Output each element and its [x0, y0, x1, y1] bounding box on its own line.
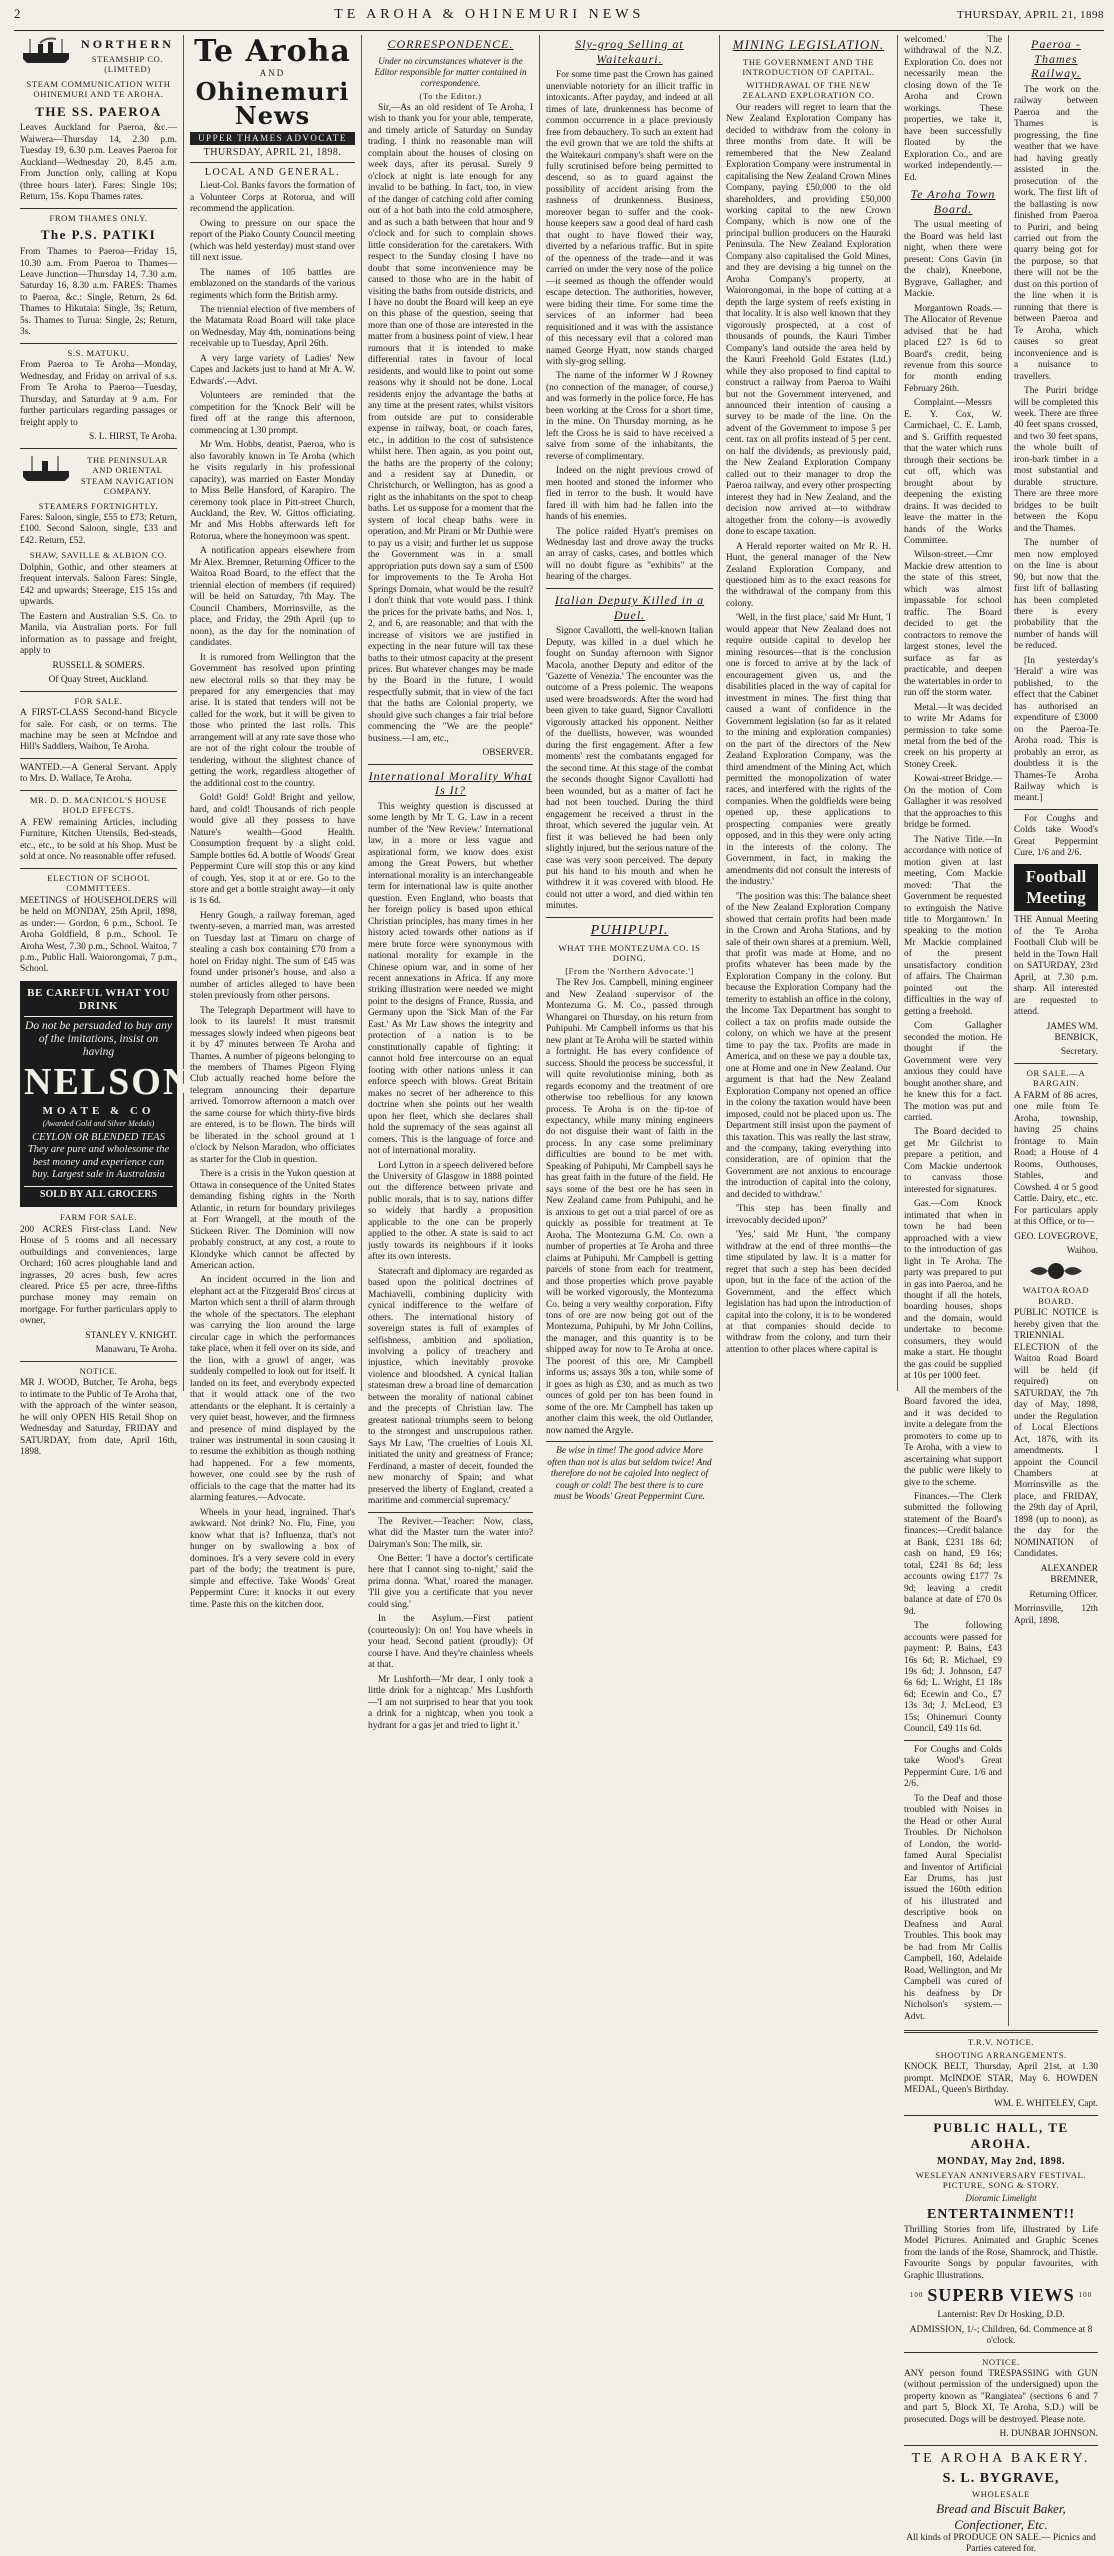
cough-ad-2: For Coughs and Colds take Wood's Great Peppermint Cure. 1/6 and 2/6. [1014, 813, 1098, 859]
thames-heading: FROM THAMES ONLY. [49, 212, 148, 223]
town-para: Morgantown Roads.—The Allocator of Revenue advised that he had placed £27 1s 6d to Board's credit, being revenue from this source for month ending February 26th. [904, 303, 1002, 394]
column-1 [14, 35, 193, 1458]
farm-address: Manawaru, Te Aroha. [95, 1345, 177, 1356]
notice-heading: NOTICE. [79, 1365, 118, 1376]
to-editor: (To the Editor.) [419, 90, 482, 101]
town-board-heading: Te Aroha Town Board. [910, 187, 996, 216]
nsc-subtitle: STEAMSHIP CO. (LIMITED) [91, 53, 164, 75]
farm-heading: FARM FOR SALE. [60, 1212, 137, 1223]
election-notice: MEETINGS of HOUSEHOLDERS will be held on MONDAY, 25th April, 1898, as under:— Gordon, 6 p.m., School. Te Aroha Goldfield, 8 p.m., School. Te Aroha West, 7.30 p.m., School. Waitoa, 7 p.m., Public Hall. Waiorongomai, 7 p.m., School. [20, 895, 177, 975]
bygrave-name: S. L. BYGRAVE, [942, 2470, 1060, 2486]
election-heading: ELECTION OF SCHOOL COMMITTEES. [47, 872, 150, 894]
waitoa-heading: WAITOA ROAD BOARD. [1022, 1285, 1090, 1306]
farm-ad: 200 ACRES First-class Land. New House of 5 rooms and all necessary outbuildings and conveniences, large Orchard; 160 acres ploughable land and ingrasses, 20 acres bush, few acres cleared. Price £5 per acre, three-fifths purchase money may remain on mortgage. For further particulars apply to owner, [20, 1224, 177, 1327]
town-para: The usual meeting of the Board was held last night, when there were present: Cons Gavin (in the chair), Kneebone, Bygrave, Gallagher, and Mackie. [904, 220, 1002, 300]
hall-entertainment: ENTERTAINMENT!! [926, 2206, 1076, 2222]
grog-para: For some time past the Crown has gained unenviable notoriety for an illicit traffic in intoxicants. After payday, and indeed at all times of late, drunkenness has become of common occurrence in a place previously free from debauchery. To such an extent had the evil grown that we are told the shifts at the Waitekauri company's shaft were on the fully scrutinised before being permitted to descend, so as to guard against the possibility of accident arising from the rashness of drunkenness. Business, moreover began to suffer and the cook-house keepers saw a good deal of hard cash that ought to have flowed their way, diverted by a nefarious traffic. But in spite of the openness of the trade—and it was carried on under the very nose of the police—it seemed as though the offender would escape detection. The authorities, however, were biding their time. For some time the services of an informer had been requisitioned and it was with the assistance of this necessary evil that a colored man named George Hyatt, now stands charged with sly-grog selling. [546, 70, 713, 367]
trv-sign: WM. E. WHITELEY, Capt. [993, 2099, 1098, 2110]
column-6 [898, 35, 1104, 2555]
patiki-schedule: From Thames to Paeroa—Friday 15, 10.30 a.m. From Paeroa to Thames—Leave Junction—Thursday 14, 7.30 a.m. Saturday 16, 8.30 a.m. FARES: Thames to Paeroa, &c.: Single, Return, 2s 6d. Thames to Hikutaia: Single, 3s; Return, 5s. Thames to Turua: Single, 2s; Return, 3s. [20, 247, 177, 338]
running-head [14, 6, 1104, 31]
letter-signature: OBSERVER. [482, 748, 533, 759]
masthead-title-a: Te Aroha [194, 34, 351, 69]
puhipupi-sub: WHAT THE MONTEZUMA CO. IS DOING. [558, 942, 701, 964]
morality-para: Lord Lytton in a speech delivered before the University of Glasgow in 1888 pointed out the difference between private and public morals, that is to say, nations differ so widely that hardly a proposition applicable to the one can be properly applied to the other. A state is said to act justly towards its neighbours if it looks after its own interests. [368, 1160, 533, 1263]
football-notice: THE Annual Meeting of the Te Aroha Football Club will be held in the Town Hall on SATURDAY, 23rd April, at 7.30 p.m. sharp. All interested are requested to attend. [1014, 915, 1098, 1018]
masthead [190, 34, 355, 163]
local-para: It is rumored from Wellington that the Government has resolved upon printing new electoral rolls so that they may be prepared for any emergencies that may arise. It is stated that tenders will not be called for the work, but it will be given to those who printed the last rolls. This arrangement will at any rate save those who are not of the right colour the trouble of tendering, without the slightest chance of getting the work, regardless altogether of the additional cost to the country. [190, 652, 355, 789]
morality-heading: International Morality What Is It? [368, 768, 533, 798]
superb-views [904, 2285, 1098, 2307]
trv-text: KNOCK BELT, Thursday, April 21st, at 1.30 prompt. McINDOE STAR, May 6. HOWDEN MEDAL, Queen's Birthday. [904, 2062, 1098, 2095]
admission: ADMISSION, 1/-; Children, 6d. Commence at 8 o'clock. [909, 2324, 1093, 2347]
cough-verse: Be wise in time! The good advice More often than not is alas but seldom twice! And therefore do not be cajoled Into neglect of cough or cold! The best there is to cure must be Woods' Great Peppermint Cure. [547, 1446, 712, 1502]
paeroa-heading: THE SS. PAEROA [35, 103, 162, 119]
puhipupi-para: The Rev Jos. Campbell, mining engineer and New Zealand supervisor of the Montezuma G. M. Co., passed through Whangarei on Thursday, on his return from Puhipuhi. Mr Campbell informs us that his new plant at Te Aroha will be started within a fortnight. He has every confidence of success. Should the process be successful, it will quite revolutionise mining, both as regards economy and the treatment of ore otherwise too rebellious for any known process. Te Aroha is on the tip-toe of expectancy, while many mining engineers do not disguise their want of faith in the process. In any case some preliminary difficulties are bound to be met with. Speaking of Puhipuhi, Mr Campbell says he has great faith in the future of the field. He says some of the best ore he has seen in New Zealand came from Puhipuhi, and he is anxious to get out a trial parcel of ore as quickly as possible for treatment at Te Aroha. The Montezuma G.M. Co. own a number of properties at Te Aroha and three claims at Puhipuhi. Mr Campbell is getting parcels of stone from each for treatment, and those properties which prove payable will be worked vigorously, the Montezuma Co. being a very wealthy corporation. Fifty tons of ore are now being got out of the Montezuma, Puhipuhi, by Mr John Collins, the manager, and this quantity is to be shipped away for now to Te Aroha at once. The poorest of this ore, Mr Campbell informs us, assays 30s a ton, while some of it goes as high as £30, and as much as two ounces of gold per ton has been found in some of the ore. Mr Campbell has taken up another claim this week, the old Outlander, now named the Argyle. [546, 978, 713, 1436]
po-header [20, 453, 177, 499]
nelson-sold: SOLD BY ALL GROCERS [24, 1186, 173, 1201]
bargain-heading: OR SALE.—A BARGAIN. [1026, 1067, 1086, 1089]
morality-para: Statecraft and diplomacy are regarded as based upon the political doctrines of Machiavelli, combining duplicity with cynical indifference to the welfare of others. The international history of sovereign states is full of examples of selfishness, ambition and spoliation, involving a policy of treachery and injustice, which inevitably provoke violence and bloodshed. A cynical Italian statesman drew a broad line of demarcation between the morality of national cabinet and the precepts of Christian law. The greatest national triumphs seem to belong to the strongest and unscrupulous rather. Says Mr Law, 'The cruelties of Louis XI. initiated the unity and greatness of France; Ferdinand, a master of deceit, founded the new monarchy of Spain; and what preserved the liberty of England, created a maritime and commercial supremacy.' [368, 1266, 533, 1507]
sale-heading: FOR SALE. [74, 695, 123, 706]
waitoa-notice: PUBLIC NOTICE is hereby given that the TRIENNIAL ELECTION of the Waitoa Road Board will be held (if required) on SATURDAY, the 7th day of May, 1898, under the Regulation of Local Elections Act, 1876, with its amendments. I appoint the Council Chambers at Morrinsville as the place, and FRIDAY, the 29th day of April, 1898 (up to noon), as the day for the NOMINATION of Candidates. [1014, 1308, 1098, 1560]
nsc-title: NORTHERN [81, 37, 174, 51]
column-2 [184, 34, 362, 1610]
local-para: The names of 105 battles are emblazoned on the standards of the various regiments which form the British army. [190, 267, 355, 301]
local-para: A notification appears elsewhere from Mr Alex. Bremner, Returning Officer to the Waitoa Road Board, to the effect that the triennial election of members (if required) will be held on Saturday, 7th May. The Council Chambers, Morrinsville, as the place, and Friday, the 29th April (up to noon), as the day for the nomination of candidates. [190, 546, 355, 649]
local-para: Lieut-Col. Banks favors the formation of a Volunteer Corps at Rotorua, and will recommend the application. [190, 181, 355, 215]
shaw-heading: SHAW, SAVILLE & ALBION CO. [29, 550, 168, 561]
matuku-agent: S. L. HIRST, Te Aroha. [88, 432, 177, 443]
local-para: Mr Wm. Hobbs, dentist, Paeroa, who is also favorably known in Te Aroha (which he visits regularly in his professional capacity), was married on Easter Monday to Miss Belle Hansford, of Karapiro. The ceremony took place in Pitt-street Church, Auckland, the Rev. W. Gittos officiating. Mr and Mrs Hobbs afterwards left for Rotorua, where the honeymoon was spent. [190, 440, 355, 542]
trespass-notice: ANY person found TRESPASSING with GUN (without permission of the undersigned) upon the property known as "Rangiatea" (sections 6 and 7 and part 5, Block XI, Te Aroha, S.D.) will be prosecuted. Dogs will be destroyed. Please note. [904, 2369, 1098, 2425]
nsc-ad-header [20, 35, 177, 77]
grog-para: The police raided Hyatt's premises on Wednesday last and drove away the trucks an array of casks, cases, and bottles which will no doubt figure as "exhibits" at the hearing of the charges. [546, 526, 713, 583]
deaf-ad: To the Deaf and those troubled with Noises in the Head or other Aural Troubles. Dr Nicholson of London, the world-famed Aural Specialist and Inventor of Artificial Ear Drums, has just issued the 160th edition of his illustrated and descriptive book on Deafness and Aural Troubles. This book may be had from Mr Collis Campbell, 160, Adelaide Road, Wellington, and Mr Campbell was cured of his deafness by Dr Nicholson's system.—Advt. [904, 1793, 1002, 2022]
town-para: Finances.—The Clerk submitted the following statement of the Board's finances:—Credit balance at Bank, £231 18s 6d; cash on hand, £9 16s; total, £241 8s 6d; less accounts owing £177 7s 9d; leaving a credit balance at date of £70 0s 9d. [904, 1491, 1002, 1617]
butcher-notice: MR J. WOOD, Butcher, Te Aroha, begs to intimate to the Public of Te Aroha that, with the approach of the winter season, he will only OPEN HIS Retail Shop on Wednesday and Saturday, FRIDAY and SATURDAY, from date, April 16th, 1898. [20, 1378, 177, 1458]
letter-para: Sir,—As an old resident of Te Aroha, I wish to thank you for your able, temperate, and timely article of Saturday on Sunday trading. I think no reasonable man will complain about the houses of closing on week days, after its perusal. Surely 9 o'clock at night is late enough for any invalid to be bathing. In fact, too, in view of the danger of catching cold after coming out of a hot bath into the cold atmosphere, and as such a bath between that hour and 9 o'clock and for such to complain shows little consideration for the caretakers. With respect to the Sunday closing I have no doubt that some inconvenience may be caused to those who are in the habit of visiting the baths from outside districts, and I have no doubt the Board will keep an eye on this phase of the question, seeing that more than one of those are interested in the matter from a business point of view. I hear rumours that it is intended to make differential rates in favour of local residents, and would like to point out some reasons why it should not be done. Local residents enjoy the advantage the baths at any time at the present rates, whilst visitors from outside are put to considerable expense in railway, boat, or coach fares, etc., in addition to the cost of subsistence whilst here. Then again, as you point out, the baths are the property of the colony; and a resident say at Dunedin, or Christchurch, or Wellington, has as good a right as the inhabitants on the spot to cheap baths. Let us suppose for a moment that the system of local cheap baths were in operation, and Mr Pirani or Mr Duthie were to pay us a visit; and further let us suppose the Government was in a small appropriation puts down say a sum of £500 for improvements to the Te Aroha Hot Springs Domain, what would be the result? I don't think that vote would pass. I think the prices for the private baths, and Nos. 1, 2, and 6, are reasonable; and that with the increase of visitors we are justified in expecting in the near future will tax these baths to their utmost capacity at the present prices. But whatever changes may be made by the Board in the future, I would respectfully submit, that in view of the fact that the baths are Colonial property, we should give such changes a fair trial before commencing the "We are the people" business.—I am, etc., [368, 103, 533, 744]
bargain-address: Waihou. [1066, 1245, 1098, 1256]
column-4 [540, 35, 720, 1502]
wholesale: WHOLESALE [972, 2488, 1030, 2499]
local-para: Henry Gough, a railway foreman, aged twenty-seven, a married man, was arrested on Tuesday last at Timaru on charge of stealing a cash box containing £70 from a hotel on Friday night. The sum of £45 was found under prisoner's house, and also a number of articles alleged to have been stolen previously from other persons. [190, 910, 355, 1002]
local-para: Wheels in your head, ingrained. That's awkward. Not drink? No. Flu, Fine, you know what that is? Influenza, that's not hunger on by swallowing a box of dominoes. It's a very severe cold in every part of the body; the treatment is pure, simple and effective. Take Woods' Great Peppermint Cure: it knocks it out every time. Paste this on the kitchen door. [190, 1507, 355, 1610]
patiki-heading: The P.S. PATIKI [40, 227, 157, 243]
bargain-sign: GEO. LOVEGROVE, [1014, 1231, 1098, 1242]
railway-para: [In yesterday's 'Herald' a wire was published, to the effect that the Cabinet has authorised an expenditure of £3000 on the Paeroa-Te Aroha road. This is probably an error, as doubtless it is the Thames-Te Aroha Railway which is meant.] [1014, 655, 1098, 804]
joke-para: The Reviver.—Teacher: Now, class, what did the Master turn the water into? Dairyman's Son: The milk, sir. [368, 1516, 533, 1550]
local-para: Volunteers are reminded that the competition for the 'Knock Belt' will be fired off at the range this afternoon, commencing at 1.30 prompt. [190, 391, 355, 436]
football-role: Secretary. [1060, 1047, 1098, 1058]
macnicol-heading: MR. D. D. MACNICOL'S HOUSE HOLD EFFECTS. [29, 794, 168, 816]
masthead-title-b: Ohinemuri News [195, 76, 350, 130]
masthead-date: THURSDAY, APRIL 21, 1898. [203, 146, 342, 158]
po-heading: STEAMERS FORTNIGHTLY. [38, 500, 159, 511]
correspondence-heading: CORRESPONDENCE. [387, 37, 514, 51]
mining-sub-1: THE GOVERNMENT AND THE INTRODUCTION OF CAPITAL. [742, 56, 875, 78]
nelson-warning: Do not be persuaded to buy any of the imitations, insist on having [25, 1019, 172, 1059]
local-para: Owing to pressure on our space the report of the Piako County Council meeting (which was held yesterday) must stand over till next issue. [190, 218, 355, 264]
joke-para: One Better: 'I have a doctor's certificate here that I cannot sing to-night,' said the prima donna. 'What,' roared the manager. 'I'll give you a certificate that you never could sing.' [368, 1553, 533, 1610]
mining-para: A Herald reporter waited on Mr R. H. Hunt, the general manager of the New Zealand Exploration Company, and questioned him as to the exact reasons for the withdrawal of the company from this colony. [726, 541, 891, 609]
matuku-heading: S.S. MATUKU. [67, 347, 130, 358]
town-para: All the members of the Board favored the idea, and it was decided to invite a delegate from the promoters to come up to Te Aroha, with a view to ascertaining what support the public were likely to give to the scheme. [904, 1385, 1002, 1488]
mining-para: 'Well, in the first place,' said Mr Hunt, 'I would appear that New Zealand does not require outside capital to develop her mining resources—that is the conclusion one is forced to arrive at by the lack of encouragement given us, and the disabilities placed in the way of capital for investment in mines. The first thing that caused a want of confidence in the Government legislation (so far as it related to the mining and exploration companies) on the part of the directors of the New Zealand Exploration Company, was the third amendment of the Mining Act, which permitted the monopolization of water races, and interfered with the rights of the companies. When the goldfields were being opened up, these applications to prospecting companies were greatly opposed, and in this they were only acting in the interests of the colony. The Government, in fact, in making the amendments did not consult the interests of the industry.' [726, 613, 891, 888]
nelson-tea-ad [20, 981, 193, 1207]
mining-sub-2: WITHDRAWAL OF THE NEW ZEALAND EXPLORATION CO. [742, 79, 875, 101]
duel-heading: Italian Deputy Killed in a Duel. [554, 592, 705, 622]
col6-right [1008, 35, 1098, 2026]
railway-para: The work on the railway between Paeroa and the Thames is progressing, the fine weather that we have had having greatly assisted in the prosecution of the work. The first lift of the ballasting is now finished from Paeroa to Puriri, and being carried out from the quarry being got for the purpose, so that there will not be the dust on this portion of the line when it is running that there is between Paeroa and Te Aroha, which causes so great inconvenience and is a nuisance to travellers. [1014, 84, 1098, 382]
bakery-footer: All kinds of PRODUCE ON SALE.— Picnics and Parties catered for. [906, 2532, 1096, 2555]
matuku-schedule: From Paeroa to Te Aroha—Monday, Wednesday, and Friday on arrival of s.s. From Te Aroha to Paeroa—Tuesday, Thursday, and Saturday at 9 a.m. For further particulars regarding passages or freight apply to [20, 360, 177, 428]
town-para: Gas.—Com Knock intimated that when in town he had been approached with a view to the introduction of gas light in Te Aroha. The party was prepared to put in gas into Paeroa, and he thought if all the hotels, boarding houses, shops and the domain, would undertake to become consumers, they would make a start. He thought the gas could be supplied at 10s per 1000 feet. [904, 1199, 1002, 1382]
football-secretary: JAMES WM. BENBICK, [1046, 1021, 1098, 1043]
mining-para: 'The position was this: The balance sheet of the New Zealand Exploration Company showed that certain profits had been made in the Crown and Aroha Stations, and by sale of their own shares at a premium. Well, that profit was made at Home, and no profits whatever has been made by the Exploration Company in the colony. But because the Exploration Company had the temerity to establish an office in the colony, the Income Tax Department has sought to collect a tax on profits made outside the colony, on which we have at the present time to pay the tax. Profits are made in America, and on these we pay a double tax, one at Home and one in New Zealand. Our argument is that had the New Zealand Exploration Company not opened an office in the colony the taxation would have been imposed, could not be placed upon us. The Department still insist upon the payment of this taxation. This was really the last straw, and the company, taking everything into consideration, are of opinion that the Government are not anxious to encourage the introduction of capital into the colony, and decided to withdraw.' [726, 891, 891, 1200]
joke-para: In the Asylum.—First patient (courteously): On on! You have wheels in your head. Second patient (proudly): Of course I have. And they're chainless wheels at that. [368, 1614, 533, 1671]
waitoa-date: Morrinsville, 12th April, 1898. [1014, 1604, 1098, 1626]
waitoa-role: Returning Officer. [1029, 1589, 1098, 1600]
coat-of-arms-icon [1026, 1261, 1086, 1281]
shaw-text: Dolphin, Gothic, and other steamers at frequent intervals. Saloon Fares: Single, £42 and upwards; Steerage, £15 15s and upwards. [20, 562, 177, 608]
mining-para: Our readers will regret to learn that the New Zealand Exploration Company has decided to withdraw from the colony in three months from date. It will be remembered that the New Zealand Exploration Company were instrumental in capitalising the New Zealand Crown Mines Company, paying £50,000 to the old shareholders, and providing £50,000 working capital to the new Crown Company, which is now one of the principal bullion producers on the Hauraki Peninsula. The New Zealand Exploration Company also capitalised the Gold Mines, and they are devising a big tunnel on the Aroha Company's property, at Waiorongomai, in the hope of cutting at a depth the large system of reefs existing in that locality. It is also well known that they vigorously prospected, at a cost of thousands of pounds, the Kauri Timber Company's land outside the area held by the Kauri Freehold Gold Estates (Ltd.) while they also proposed to find capital to construct a railway from Paeroa to Waihi but not the Government intervened, and announced their intention of causing a survey to be made of the line. On the advent of the Government to impose 5 per cent. tax on all profits instead of 5 per cent. on half the dividends, as previously paid, the New Zealand Exploration Company called out to their manager to drop the Paeroa railway, and every other prospecting interest they had in New Zealand, and the decision now arrived at—to withdraw altogether from the colony—is avowedly done to escape taxation. [726, 102, 891, 538]
hall-date: MONDAY, May 2nd, 1898. [936, 2155, 1066, 2167]
mining-continued: welcomed.' The withdrawal of the N.Z. Exploration Co. does not necessarily mean the closing down of the Te Aroha and Crown workings. These properties, we take it, have been successfully floated by the Exploration Co., and are worked independently.—Ed. [904, 35, 1002, 183]
columns [14, 34, 1104, 2555]
town-para: Complaint.—Messrs E. Y. Cox, W. Carmichael, C. E. Lamb, and S. Griffith requested that the water which runs through their sections be cut off, which was brought about by deepening the existing drains. It was decided to leave the matter in the hands of the Works Committee. [904, 398, 1002, 546]
town-para: The Native Title.—In accordance with notice of motion given at last meeting, Com Mackie moved: 'That the Government be requested to extinguish the Native title to Morgantown.' In speaking to the motion Mr Mackie complained of the present unsatisfactory condition of affairs. The Chairman pointed out the difficulties in the way of getting a freehold. [904, 834, 1002, 1017]
railway-para: The number of men now employed on the line is about 90, but now that the first lift of ballasting has been completed there is every probability that the number of hands will be reduced. [1014, 538, 1098, 652]
nsc-line: STEAM COMMUNICATION WITH OHINEMURI AND TE AROHA. [26, 78, 171, 100]
steamship-icon [20, 453, 74, 483]
hall-sub: WESLEYAN ANNIVERSARY FESTIVAL. PICTURE, SONG & STORY. [915, 2169, 1087, 2191]
hall-dioramic: Dioramic Limelight [965, 2192, 1037, 2203]
duel-para: Signor Cavallotti, the well-known Italian Deputy, was killed in a duel which he fought on Sunday afternoon with Signor Macola, another Deputy and editor of the 'Gazette of Venezia.' The encounter was the outcome of a Press polemic. The weapons used were broadswords. After the word had been given to take guard, Signor Cavallotti vigorously attacked his opponent. Neither of the duellists, however, was wounded during the first engagement. After a few moments' rest the combatants engaged for the second time. At this stage of the combat the seconds thought Signor Cavallotti had been wounded, but as a matter of fact he had not been touched. During the third engagement he received a thrust in the throat, which severed the jugular vein. At first it was believed he had been only slightly injured, but the serious nature of the case was very soon perceived. The deputy put his hand to his mouth and when he withdrew it it was covered with blood. He could not utter a word, and died within ten minutes. [546, 626, 713, 912]
superb-count: 100 [909, 2291, 924, 2300]
po-fares: Fares: Saloon, single, £55 to £73; Return, £100. Second Saloon, single, £33 and £42. Return, £52. [20, 512, 177, 546]
waitoa-sign: ALEXANDER BREMNER, [1040, 1563, 1098, 1586]
col6-top [904, 35, 1098, 2026]
bicycle-ad: A FIRST-CLASS Second-hand Bicycle for sale. For cash, or on terms. The machine may be seen at McIndoe and Hill's Saddlers, Waihou, Te Aroha. [20, 708, 177, 753]
shipping-agent-sub: Of Quay Street, Auckland. [48, 675, 149, 686]
town-para: Metal.—It was decided to write Mr Adams for permission to take some metal from the bed of the creek on his property at Stoney Creek. [904, 702, 1002, 770]
trv-heading: T.R.V. NOTICE. [967, 2037, 1035, 2048]
baker-description: Bread and Biscuit Baker, Confectioner, Etc. [936, 2501, 1066, 2533]
local-para: An incident occurred in the lion and elephant act at the Fitzgerald Bros' circus at Marton which sent a thrill of alarm through the whole of the spectators. The elephant was carrying the lion around the large circular cage in which the performances take place, when it fell over on its side, and the lion, with a growl of anger, was suddenly compelled to look out for itself. It landed on its feet, and everybody expected that it would attack one of the two attendants or the elephant. It is certainly a very quiet beast, however, and the firmness and presence of mind displayed by the trainer was instrumental in soon causing it to resume the exhibition as though nothing had happened. For a few moments, however, one could see by the rush of officials to the cage that the matter had its alarming features.—Advocate. [190, 1275, 355, 1504]
shipping-agent: RUSSELL & SOMERS. [52, 660, 145, 671]
nelson-claims: CEYLON OR BLENDED TEAS They are pure and wholesome the best money and experience can buy. Largest sale in Australasia [27, 1131, 170, 1181]
nelson-brand: NELSON [24, 1061, 193, 1104]
paeroa-schedule: Leaves Auckland for Paeroa, &c.— Waiwera—Thursday 14, 2.30 p.m. Tuesday 19, 6.30 p.m. Leaves Paeroa for Auckland—Wednesday 20, 8.45 a.m. From Junction only, calling at Kopu (three hours later). Fares: Single 10s; Return, 15s. Kopu Thames rates. [20, 123, 177, 203]
railway-heading: Paeroa - Thames Railway. [1031, 37, 1081, 81]
puhipupi-heading: PUHIPUPI. [590, 922, 669, 938]
town-para: Com Gallagher seconded the motion. He thought if the Government were very anxious they could have bought another share, and he knew this for a fact. The motion was put and carried. [904, 1021, 1002, 1123]
macnicol-ad: A FEW remaining Articles, including Furniture, Kitchen Utensils, Bed-steads, etc., etc., to be sold at his Shop. Must be sold at once. No reasonable offer refused. [20, 817, 177, 863]
trespass-sign: H. DUNBAR JOHNSON. [999, 2429, 1098, 2440]
issue-date: THURSDAY, APRIL 21, 1898 [957, 9, 1104, 21]
column-5 [720, 35, 898, 1391]
lanternist: Lanternist: Rev Dr Hosking, D.D. [937, 2310, 1065, 2321]
local-para: There is a crisis in the Yukon question at Ottawa in consequence of the United States demanding fishing rights in the North Atlantic, in return for boundary privileges at Fort Wrangell, at the mouth of the Stickeen River. The Dominion will now probably construct, at any cost, a route to Klondyke which cannot be affected by American action. [190, 1169, 355, 1271]
town-para: The Board decided to get Mr Gilchrist to prepare a petition, and Com Mackie undertook to canvass those interested for signatures. [904, 1127, 1002, 1195]
joke-para: Mr Lushforth—'Mr dear, I only took a little drink for a nightcap.' Mrs Lushforth—'I am not surprised to hear that you took a drink for a nightcap, when you took a hydrant for a gas jet and tried to light it.' [368, 1674, 533, 1731]
bargain-ad: A FARM of 86 acres, one mile from Te Aroha, township, having 25 chains frontage to Main Road; a House of 4 Rooms, Outhouses, Stables, and Cowshed. 4 or 5 good Cattle. Dairy, etc., etc. For particulars apply at this Office, or to— [1014, 1090, 1098, 1228]
grog-heading: Sly-grog Selling at Waitekauri. [575, 37, 684, 66]
morality-para: This weighty question is discussed at some length by Mr T. G. Law in a recent number of the 'New Review.' International law, in a more or less vague and aspirational form, we know does exist among the Great Powers, but whether international morality is an interchangeable term for international law is quite another question. Even England, who boasts that her foreign policy is based upon ethical Christian principles, has many times in her history acted towards other nations as if mere brute force were synonymous with national morality for example in the Chinese opium war, and in some of her recent annexations in Africa. If any more striking illustration were needed we might point to the designs of France, Russia, and Germany upon the 'Sick Man of the Far East.' As Mr Law shows the integrity and protection of a nation is to be constitutionally capable of fighting: it cannot hold free intercourse on an equal footing with other nations unless it can enforce speech with blows. Great Britain makes no secret of her adherence to this doctrine when she points out her wealth upon her fleet, which she declares shall hold the supremacy of the seas against all comers. This is the language of force and not of international morality. [368, 801, 533, 1157]
trv-sub: SHOOTING ARRANGEMENTS. [935, 2049, 1067, 2060]
eastern-text: The Eastern and Australian S.S. Co. to Manila, via Australian ports. For full information as to passage and freight, apply to [20, 611, 177, 657]
local-para: The triennial election of five members of the Matamata Road Board will take place on Wednesday, May 4th, nominations being receivable up to Tuesday, April 26th. [190, 305, 355, 350]
masthead-and: AND [259, 68, 286, 78]
wanted-ad: WANTED.—A General Servant. Apply to Mrs. D. Wallace, Te Aroha. [20, 762, 177, 785]
local-para: A very large variety of Ladies' New Capes and Jackets just to hand at Mr A. W. Edwards'.—Advt. [190, 353, 355, 387]
grog-para: Indeed on the night previous crowd of men hooted and stoned the informer who fled in terror to the bush. It would have fared ill with him had he fallen into the hands of his enemies. [546, 466, 713, 523]
hall-text: Thrilling Stories from life, illustrated by Life Model Pictures. Animated and Graphic Scenes from the lands of the Rose, Shamrock, and Thistle. Favourite Songs by popular favourites, with Graphic Illustrations. [904, 2224, 1098, 2281]
col6-left [904, 35, 1002, 2026]
hall-heading: PUBLIC HALL, TE AROHA. [933, 2119, 1069, 2151]
column-3 [362, 35, 540, 1731]
bakery-heading: TE AROHA BAKERY. [911, 2450, 1091, 2466]
town-para: Wilson-street.—Cmr Mackie drew attention to the state of this street, which was almost impassable for school traffic. The Board decided to get the contractors to remove the largest stones, level the surface as far as practicable, and deepen the watertables in order to run off the storm water. [904, 550, 1002, 699]
newspaper-name: TE AROHA & OHINEMURI NEWS [334, 7, 645, 22]
mining-para: 'Yes,' said Mr Hunt, 'the company withdraw at the end of three months—the time stipulated by law. It is a matter for regret that such a step has been decided upon, but in the face of the action of the Government, and the effect which legislation has had upon the introduction of capital into the colony, it is to be wondered at that companies should decide to withdraw from the colony, and turn their attention to other places where capital is [726, 1230, 891, 1355]
local-heading: LOCAL AND GENERAL. [204, 167, 341, 179]
nelson-company: MOATE & CO [42, 1105, 155, 1118]
mining-para: 'This step has been finally and irrevocably decided upon?' [726, 1204, 891, 1226]
notice-heading: NOTICE. [982, 2356, 1020, 2367]
puhipupi-source: [From the 'Northern Advocate.'] [565, 965, 694, 976]
superb-title: SUPERB VIEWS [927, 2285, 1075, 2306]
steamship-icon [20, 35, 74, 65]
town-para: Kowai-street Bridge.—On the motion of Com Gallagher it was resolved that the approaches to this bridge be formed. [904, 774, 1002, 831]
local-para: The Telegraph Department will have to look to its laurels! It must transmit messages slowly indeed when pigeons beat it by 47 minutes between Te Aroha and Thames. A number of pigeons belonging to the members of Thames Pigeon Flying Club actually reached home before the telegram announcing their departure arrived. Tomorrow afternoon a match over the same course for which thirty-five birds are entered, is to be flown. The birds will be liberated in the school ground at 1 o'clock by Nelson Maradon, who officiates as starter for the Club in question. [190, 1005, 355, 1165]
football-banner: Football Meeting [1014, 864, 1098, 911]
cough-ad: For Coughs and Colds take Wood's Great Peppermint Cure. 1/6 and 2/6. [904, 1744, 1002, 1790]
grog-para: The name of the informer W J Rowney (no connection of the manager, of course,) and was formerly in the police force. He has been working at the Cross for a short time, in the mine. On Thursday morning, as he left the Cross he is said to have received a salve from some of the inhabitants, the reverse of complimentary. [546, 371, 713, 462]
railway-para: The Puriri bridge will be completed this week. There are three 40 feet spans crossed, and two 30 feet spans, the whole built of iron-bark timber in a most substantial and durable structure. There are three more bridges to be built between the Kopu and the Thames. [1014, 386, 1098, 534]
farm-owner: STANLEY V. KNIGHT. [85, 1330, 177, 1341]
nelson-tagline: BE CAREFUL WHAT YOU DRINK [24, 987, 173, 1017]
po-title: THE PENINSULAR AND ORIENTAL STEAM NAVIGATION COMPANY. [80, 454, 175, 497]
correspondence-note: Under no circumstances whatever is the Editor responsible for matter contained in correspondence. [374, 55, 527, 88]
town-para: The following accounts were passed for payment: P. Bains, £43 16s 6d; R. Michael, £9 19s 6d; J. Johnson, £47 6s 6d; L. Wright, £1 18s 6d; Ecewin and Co., £7 13s 3d; J. McLeod, £3 15s; Ohinemuri County Council, £49 11s 6d. [904, 1621, 1002, 1735]
superb-count: 100 [1078, 2291, 1093, 2300]
masthead-subtitle: UPPER THAMES ADVOCATE [190, 132, 355, 145]
page-number: 2 [14, 6, 22, 21]
local-para: Gold! Gold! Gold! Bright and yellow, hard, and cold! Thousands of rich people would give all they possess to have Nature's wealth—Good Health. Consumption frequent by a slight cold. Sample bottles 6d. A bottle of Woods' Great Peppermint Cure will stop this or any kind of cough. Yes, stop it at or ere. Go to the store and get a bottle straight away—it only is 1s 6d. [190, 793, 355, 907]
nelson-medals: (Awarded Gold and Silver Medals) [42, 1118, 155, 1128]
mining-heading: MINING LEGISLATION. [732, 37, 885, 52]
